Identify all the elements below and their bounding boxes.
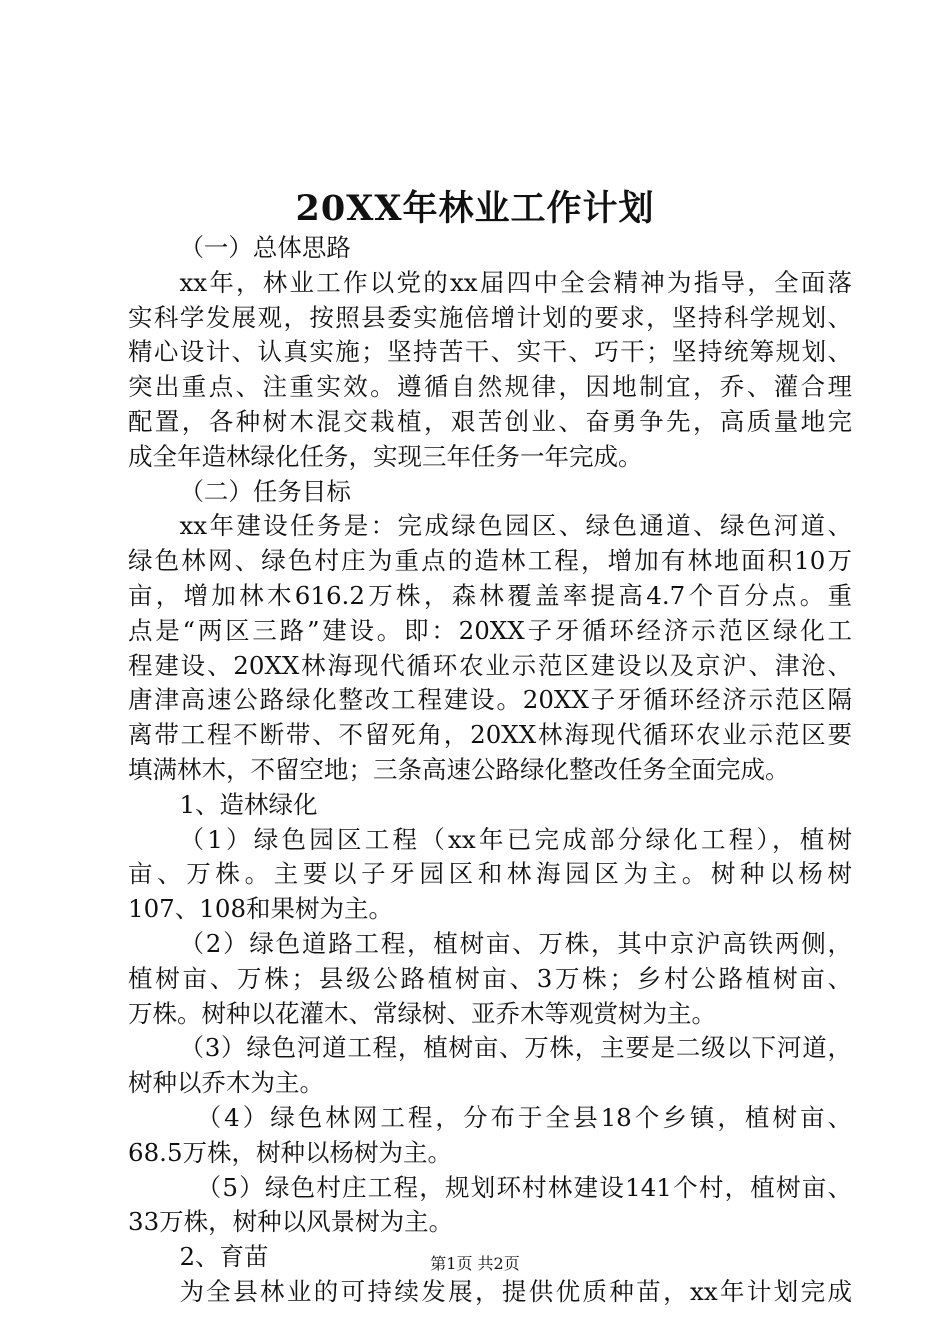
paragraph-line: 突出重点、注重实效。遵循自然规律，因地制宜，乔、灌合理 — [128, 372, 852, 402]
document-title: 20XX年林业工作计划 — [295, 188, 655, 229]
paragraph-line: （2）绿色道路工程，植树亩、万株，其中京沪高铁两侧， — [179, 928, 852, 958]
paragraph-line: （1）绿色园区工程（xx年已完成部分绿化工程），植树 — [179, 824, 852, 854]
paragraph-line: （一）总体思路 — [179, 233, 351, 262]
paragraph-line: 树种以乔木为主。 — [128, 1068, 324, 1098]
paragraph-line: xx年，林业工作以党的xx届四中全会精神为指导，全面落 — [179, 267, 852, 297]
paragraph-line: （4）绿色林网工程，分布于全县18个乡镇，植树亩、 — [196, 1102, 852, 1132]
paragraph-line: 精心设计、认真实施；坚持苦干、实干、巧干；坚持统筹规划、 — [128, 337, 852, 367]
paragraph-line: 点是“两区三路”建设。即：20XX子牙循环经济示范区绿化工 — [128, 615, 852, 645]
paragraph-line: 程建设、20XX林海现代循环农业示范区建设以及京沪、津沧、 — [128, 650, 852, 680]
paragraph-line: xx年建设任务是：完成绿色园区、绿色通道、绿色河道、 — [179, 511, 852, 541]
paragraph-line: 绿色林网、绿色村庄为重点的造林工程，增加有林地面积10万 — [128, 546, 852, 576]
paragraph-line: （5）绿色村庄工程，规划环村林建设141个村，植树亩、 — [196, 1172, 852, 1202]
paragraph-line: 2、育苗 — [179, 1242, 269, 1272]
paragraph-line: 成全年造林绿化任务，实现三年任务一年完成。 — [128, 441, 643, 471]
paragraph-line: 107、108和果树为主。 — [128, 894, 394, 924]
paragraph-line: 唐津高速公路绿化整改工程建设。20XX子牙循环经济示范区隔 — [128, 685, 852, 715]
paragraph-line: 亩，增加林木616.2万株，森林覆盖率提高4.7个百分点。重 — [128, 580, 852, 610]
paragraph-line: （二）任务目标 — [179, 476, 351, 506]
paragraph-line: 植树亩、万株；县级公路植树亩、3万株；乡村公路植树亩、 — [128, 963, 852, 993]
paragraph-line: 亩、万株。主要以子牙园区和林海园区为主。树种以杨树 — [128, 859, 852, 889]
document-body — [128, 231, 852, 1310]
paragraph-line: 配置，各种树木混交栽植，艰苦创业、奋勇争先，高质量地完 — [128, 406, 852, 436]
paragraph-line: 1、造林绿化 — [179, 789, 318, 819]
paragraph-line: 实科学发展观，按照县委实施倍增计划的要求，坚持科学规划、 — [128, 302, 852, 332]
paragraph-line: 填满林木，不留空地；三条高速公路绿化整改任务全面完成。 — [128, 754, 790, 784]
paragraph-line: 为全县林业的可持续发展，提供优质种苗，xx年计划完成 — [179, 1276, 852, 1306]
paragraph-line: （3）绿色河道工程，植树亩、万株，主要是二级以下河道， — [179, 1033, 852, 1063]
paragraph-line: 33万株，树种以风景树为主。 — [128, 1207, 454, 1237]
paragraph-line: 离带工程不断带、不留死角，20XX林海现代循环农业示范区要 — [128, 720, 852, 750]
page-footer: 第1页 共2页 — [430, 1254, 520, 1273]
paragraph-line: 万株。树种以花灌木、常绿树、亚乔木等观赏树为主。 — [128, 998, 716, 1028]
paragraph-line: 68.5万株，树种以杨树为主。 — [128, 1137, 453, 1167]
